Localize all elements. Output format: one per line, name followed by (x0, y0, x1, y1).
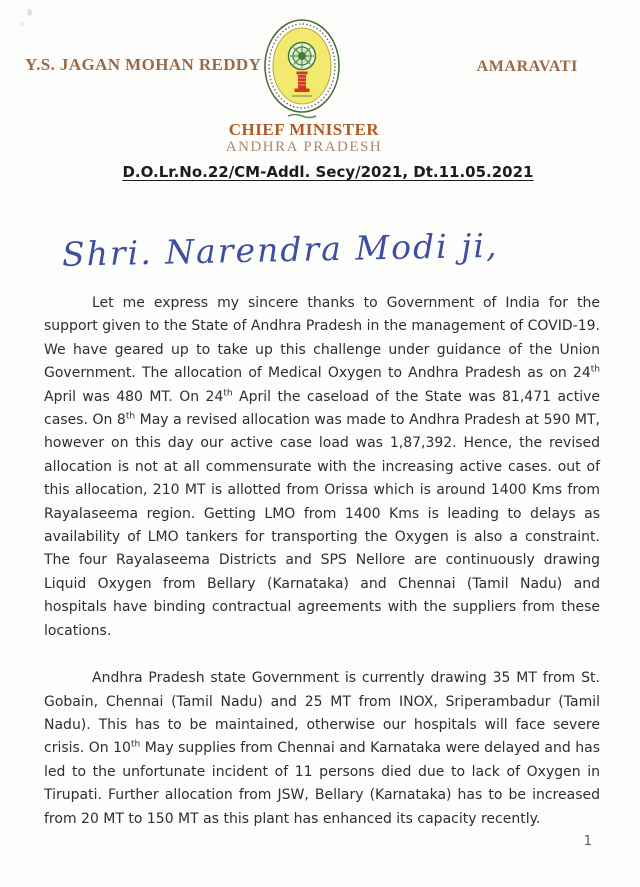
page-number: 1 (583, 834, 592, 849)
chief-minister-title: CHIEF MINISTER (228, 120, 380, 139)
state-name: ANDHRA PRADESH (225, 139, 383, 155)
scan-artifact (27, 9, 32, 16)
letter-body (44, 292, 600, 855)
letter-paragraph: Let me express my sincere thanks to Government of India for the support given to the State of Andhra Pradesh in the management of COVID-19. We have geared up to take up this challenge under guidance of the Union Government. The allocation of Medical Oxygen to Andhra Pradesh as on 24th April was 480 MT. On 24th April the caseload of the State was 81,471 active cases. On 8th May a revised allocation was made to Andhra Pradesh at 590 MT, however on this day our active case load was 1,87,392. Hence, the revised allocation is not at all commensurate with the increasing active cases. out of this allocation, 210 MT is allotted from Orissa which is around 1400 Kms from Rayalaseema region. Getting LMO from 1400 Kms is leading to delays as availability of LMO tankers for transporting the Oxygen is also a constraint. The four Rayalaseema Districts and SPS Nellore are continuously drawing Liquid Oxygen from Bellary (Karnataka) and Chennai (Tamil Nadu) and hospitals have binding contractual agreements with the suppliers from these locations. (44, 295, 600, 639)
reference-number-line: D.O.Lr.No.22/CM-Addl. Secy/2021, Dt.11.05.2021 (122, 163, 534, 181)
scan-artifact (20, 22, 24, 26)
andhra-pradesh-state-emblem-icon (262, 18, 342, 122)
location-text: AMARAVATI (476, 58, 578, 75)
sender-name: Y.S. JAGAN MOHAN REDDY (25, 55, 262, 74)
letter-paragraph: Andhra Pradesh state Government is currently drawing 35 MT from St. Gobain, Chennai (Tamil Nadu) and 25 MT from INOX, Sriperambadur (Tamil Nadu). This has to be maintained, otherwise our hospitals will face severe crisis. On 10th May supplies from Chennai and Karnataka were delayed and has led to the unfortunate incident of 11 persons died due to lack of Oxygen in Tirupati. Further allocation from JSW, Bellary (Karnataka) has to be increased from 20 MT to 150 MT as this plant has enhanced its capacity recently. (44, 670, 600, 827)
handwritten-salutation: Shri. Narendra Modi ji, (61, 225, 499, 274)
